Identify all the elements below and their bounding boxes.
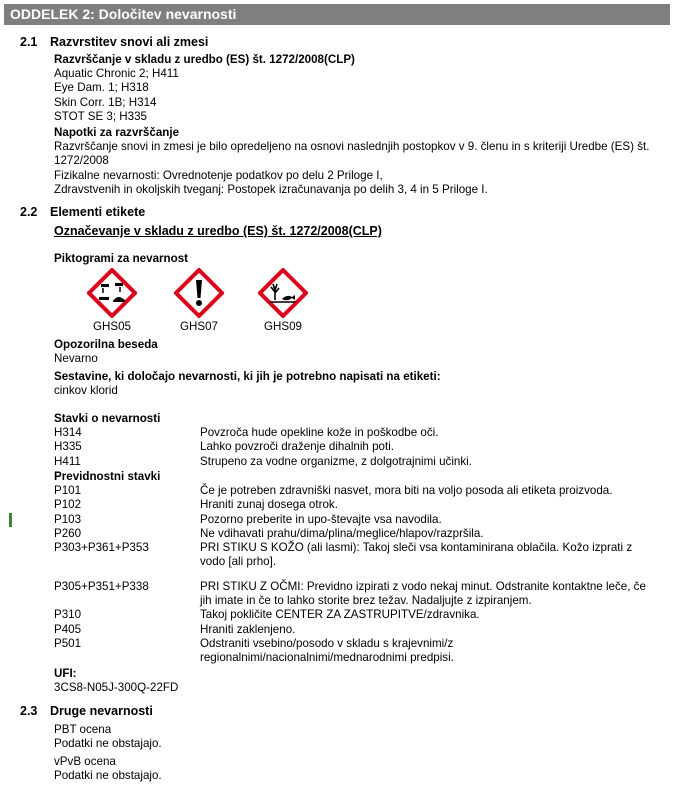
environment-icon bbox=[258, 268, 308, 318]
statement-code: P102 bbox=[54, 498, 82, 512]
statement-code: P305+P351+P338 bbox=[54, 580, 149, 593]
statement-code: P501 bbox=[54, 636, 82, 650]
precautionary-row bbox=[54, 637, 666, 665]
signal-word-block bbox=[54, 338, 666, 366]
other-hazards-pbt bbox=[54, 723, 666, 751]
hazard-statements-title: Stavki o nevarnosti bbox=[54, 412, 161, 425]
other-hazards-vpvb bbox=[54, 755, 666, 783]
hint-line: Zdravstvenih in okoljskih tveganj: Postopek izračunavanja po delih 3, 4 in 5 Priloge I. bbox=[54, 182, 488, 196]
statement-code: P405 bbox=[54, 622, 82, 636]
statement-text: Ne vdihavati prahu/dima/plina/meglice/hlapov/razpršila. bbox=[200, 526, 484, 540]
corrosion-icon bbox=[87, 268, 137, 318]
ufi-block bbox=[54, 667, 666, 695]
statement-code: P310 bbox=[54, 608, 82, 622]
pictograms-title: Piktogrami za nevarnost bbox=[54, 252, 189, 265]
precautionary-row bbox=[54, 541, 666, 569]
classification-title: Razvrščanje v skladu z uredbo (ES) št. 1272/2008(CLP) bbox=[54, 53, 355, 66]
precautionary-row bbox=[54, 513, 666, 527]
statement-text: Hraniti zunaj dosega otrok. bbox=[200, 498, 338, 512]
section-2-1-heading bbox=[20, 35, 208, 49]
pictogram-code: GHS07 bbox=[179, 320, 219, 333]
precautionary-row bbox=[54, 498, 666, 512]
statement-text: PRI STIKU S KOŽO (ali lasmi): Takoj sleči vsa kontaminirana oblačila. Kožo izprati z bbox=[200, 541, 633, 555]
ufi-title: UFI: bbox=[54, 667, 77, 680]
classification-item: Aquatic Chronic 2; H411 bbox=[54, 67, 179, 81]
statement-text: vodo [ali prho]. bbox=[200, 555, 277, 569]
statement-text: jih imate in če to lahko storite brez težav. Nadaljujte z izpiranjem. bbox=[200, 594, 532, 608]
statement-text: Takoj pokličite CENTER ZA ZASTRUPITVE/zdravnika. bbox=[200, 608, 480, 622]
hint-line: Razvrščanje snovi in zmesi je bilo opredeljeno na osnovi naslednjih postopkov v 9. členu in s kriteriji Uredbe (ES) št. bbox=[54, 140, 650, 154]
assessment-label: PBT ocena bbox=[54, 723, 112, 736]
hazard-statements bbox=[54, 412, 666, 469]
assessment-value: Podatki ne obstajajo. bbox=[54, 769, 162, 783]
statement-code: P101 bbox=[54, 484, 82, 498]
precautionary-row bbox=[54, 608, 666, 622]
classification-item: Eye Dam. 1; H318 bbox=[54, 81, 149, 95]
classification-block bbox=[54, 53, 666, 124]
section-title: Razvrstitev snovi ali zmesi bbox=[50, 35, 209, 49]
statement-code: H314 bbox=[54, 426, 82, 440]
hints-title: Napotki za razvrščanje bbox=[54, 126, 180, 139]
statement-text: Pozorno preberite in upo-števajte vsa navodila. bbox=[200, 512, 442, 526]
pictogram-ghs07 bbox=[169, 268, 229, 334]
section-number: 2.2 bbox=[20, 205, 38, 219]
section-title: Elementi etikete bbox=[50, 205, 146, 219]
statement-text: PRI STIKU Z OČMI: Previdno izpirati z vodo nekaj minut. Odstranite kontaktne leče, če bbox=[200, 580, 646, 593]
statement-code: P260 bbox=[54, 526, 82, 540]
assessment-label: vPvB ocena bbox=[54, 755, 116, 768]
section-header: ODDELEK 2: Določitev nevarnosti bbox=[4, 4, 670, 25]
assessment-value: Podatki ne obstajajo. bbox=[54, 737, 162, 751]
ufi-value: 3CS8-N05J-300Q-22FD bbox=[54, 681, 179, 695]
pictogram-code: GHS05 bbox=[92, 320, 132, 333]
hint-line: Fizikalne nevarnosti: Ovrednotenje podatkov po delu 2 Priloge I, bbox=[54, 168, 383, 182]
pictogram-ghs05 bbox=[82, 268, 142, 334]
statement-code: P303+P361+P353 bbox=[54, 541, 149, 555]
classification-item: STOT SE 3; H335 bbox=[54, 109, 148, 123]
signal-word: Nevarno bbox=[54, 352, 98, 366]
ingredients-value: cinkov klorid bbox=[54, 384, 118, 398]
labelling-title: Označevanje v skladu z uredbo (ES) št. 1272/2008(CLP) bbox=[54, 224, 382, 238]
ingredients-title: Sestavine, ki določajo nevarnosti, ki jih je potrebno napisati na etiketi: bbox=[54, 370, 441, 383]
statement-code: H411 bbox=[54, 454, 81, 468]
statement-code: P103 bbox=[54, 512, 82, 526]
statement-text: Strupeno za vodne organizme, z dolgotrajnimi učinki. bbox=[200, 454, 472, 468]
statement-text: Povzroča hude opekline kože in poškodbe oči. bbox=[200, 426, 439, 440]
statement-text: Odstraniti vsebino/posodo v skladu s krajevnimi/z bbox=[200, 636, 454, 650]
hazard-statement-row bbox=[54, 440, 666, 454]
hints-block bbox=[54, 126, 666, 197]
statement-code: H335 bbox=[54, 440, 82, 454]
classification-item: Skin Corr. 1B; H314 bbox=[54, 95, 157, 109]
section-2-3-heading bbox=[20, 704, 153, 718]
precautionary-row bbox=[54, 623, 666, 637]
hint-line: 1272/2008 bbox=[54, 154, 109, 168]
hazard-statement-row bbox=[54, 426, 666, 440]
section-title: Druge nevarnosti bbox=[50, 704, 153, 718]
section-number: 2.1 bbox=[20, 35, 38, 49]
statement-text: Hraniti zaklenjeno. bbox=[200, 622, 296, 636]
exclamation-icon bbox=[174, 268, 224, 318]
section-2-2-heading bbox=[20, 205, 145, 219]
statement-text: Če je potreben zdravniški nasvet, mora biti na voljo posoda ali etiketa proizvoda. bbox=[200, 484, 613, 498]
precautionary-row bbox=[54, 527, 666, 541]
ingredients-block bbox=[54, 370, 666, 398]
section-number: 2.3 bbox=[20, 704, 38, 718]
hazard-statement-row bbox=[54, 455, 666, 469]
precautionary-statements bbox=[54, 470, 666, 569]
pictogram-ghs09 bbox=[253, 268, 313, 334]
pictogram-code: GHS09 bbox=[263, 320, 303, 333]
signal-word-title: Opozorilna beseda bbox=[54, 338, 158, 351]
precautionary-row bbox=[54, 484, 666, 498]
statement-text: regionalnimi/nacionalnimi/mednarodnimi predpisi. bbox=[200, 651, 454, 665]
statement-text: Lahko povzroči draženje dihalnih poti. bbox=[200, 440, 394, 454]
precautionary-statements-cont bbox=[54, 580, 666, 665]
precautionary-row bbox=[54, 580, 666, 608]
revision-margin-mark bbox=[9, 513, 12, 527]
precautionary-statements-title: Previdnostni stavki bbox=[54, 470, 161, 483]
